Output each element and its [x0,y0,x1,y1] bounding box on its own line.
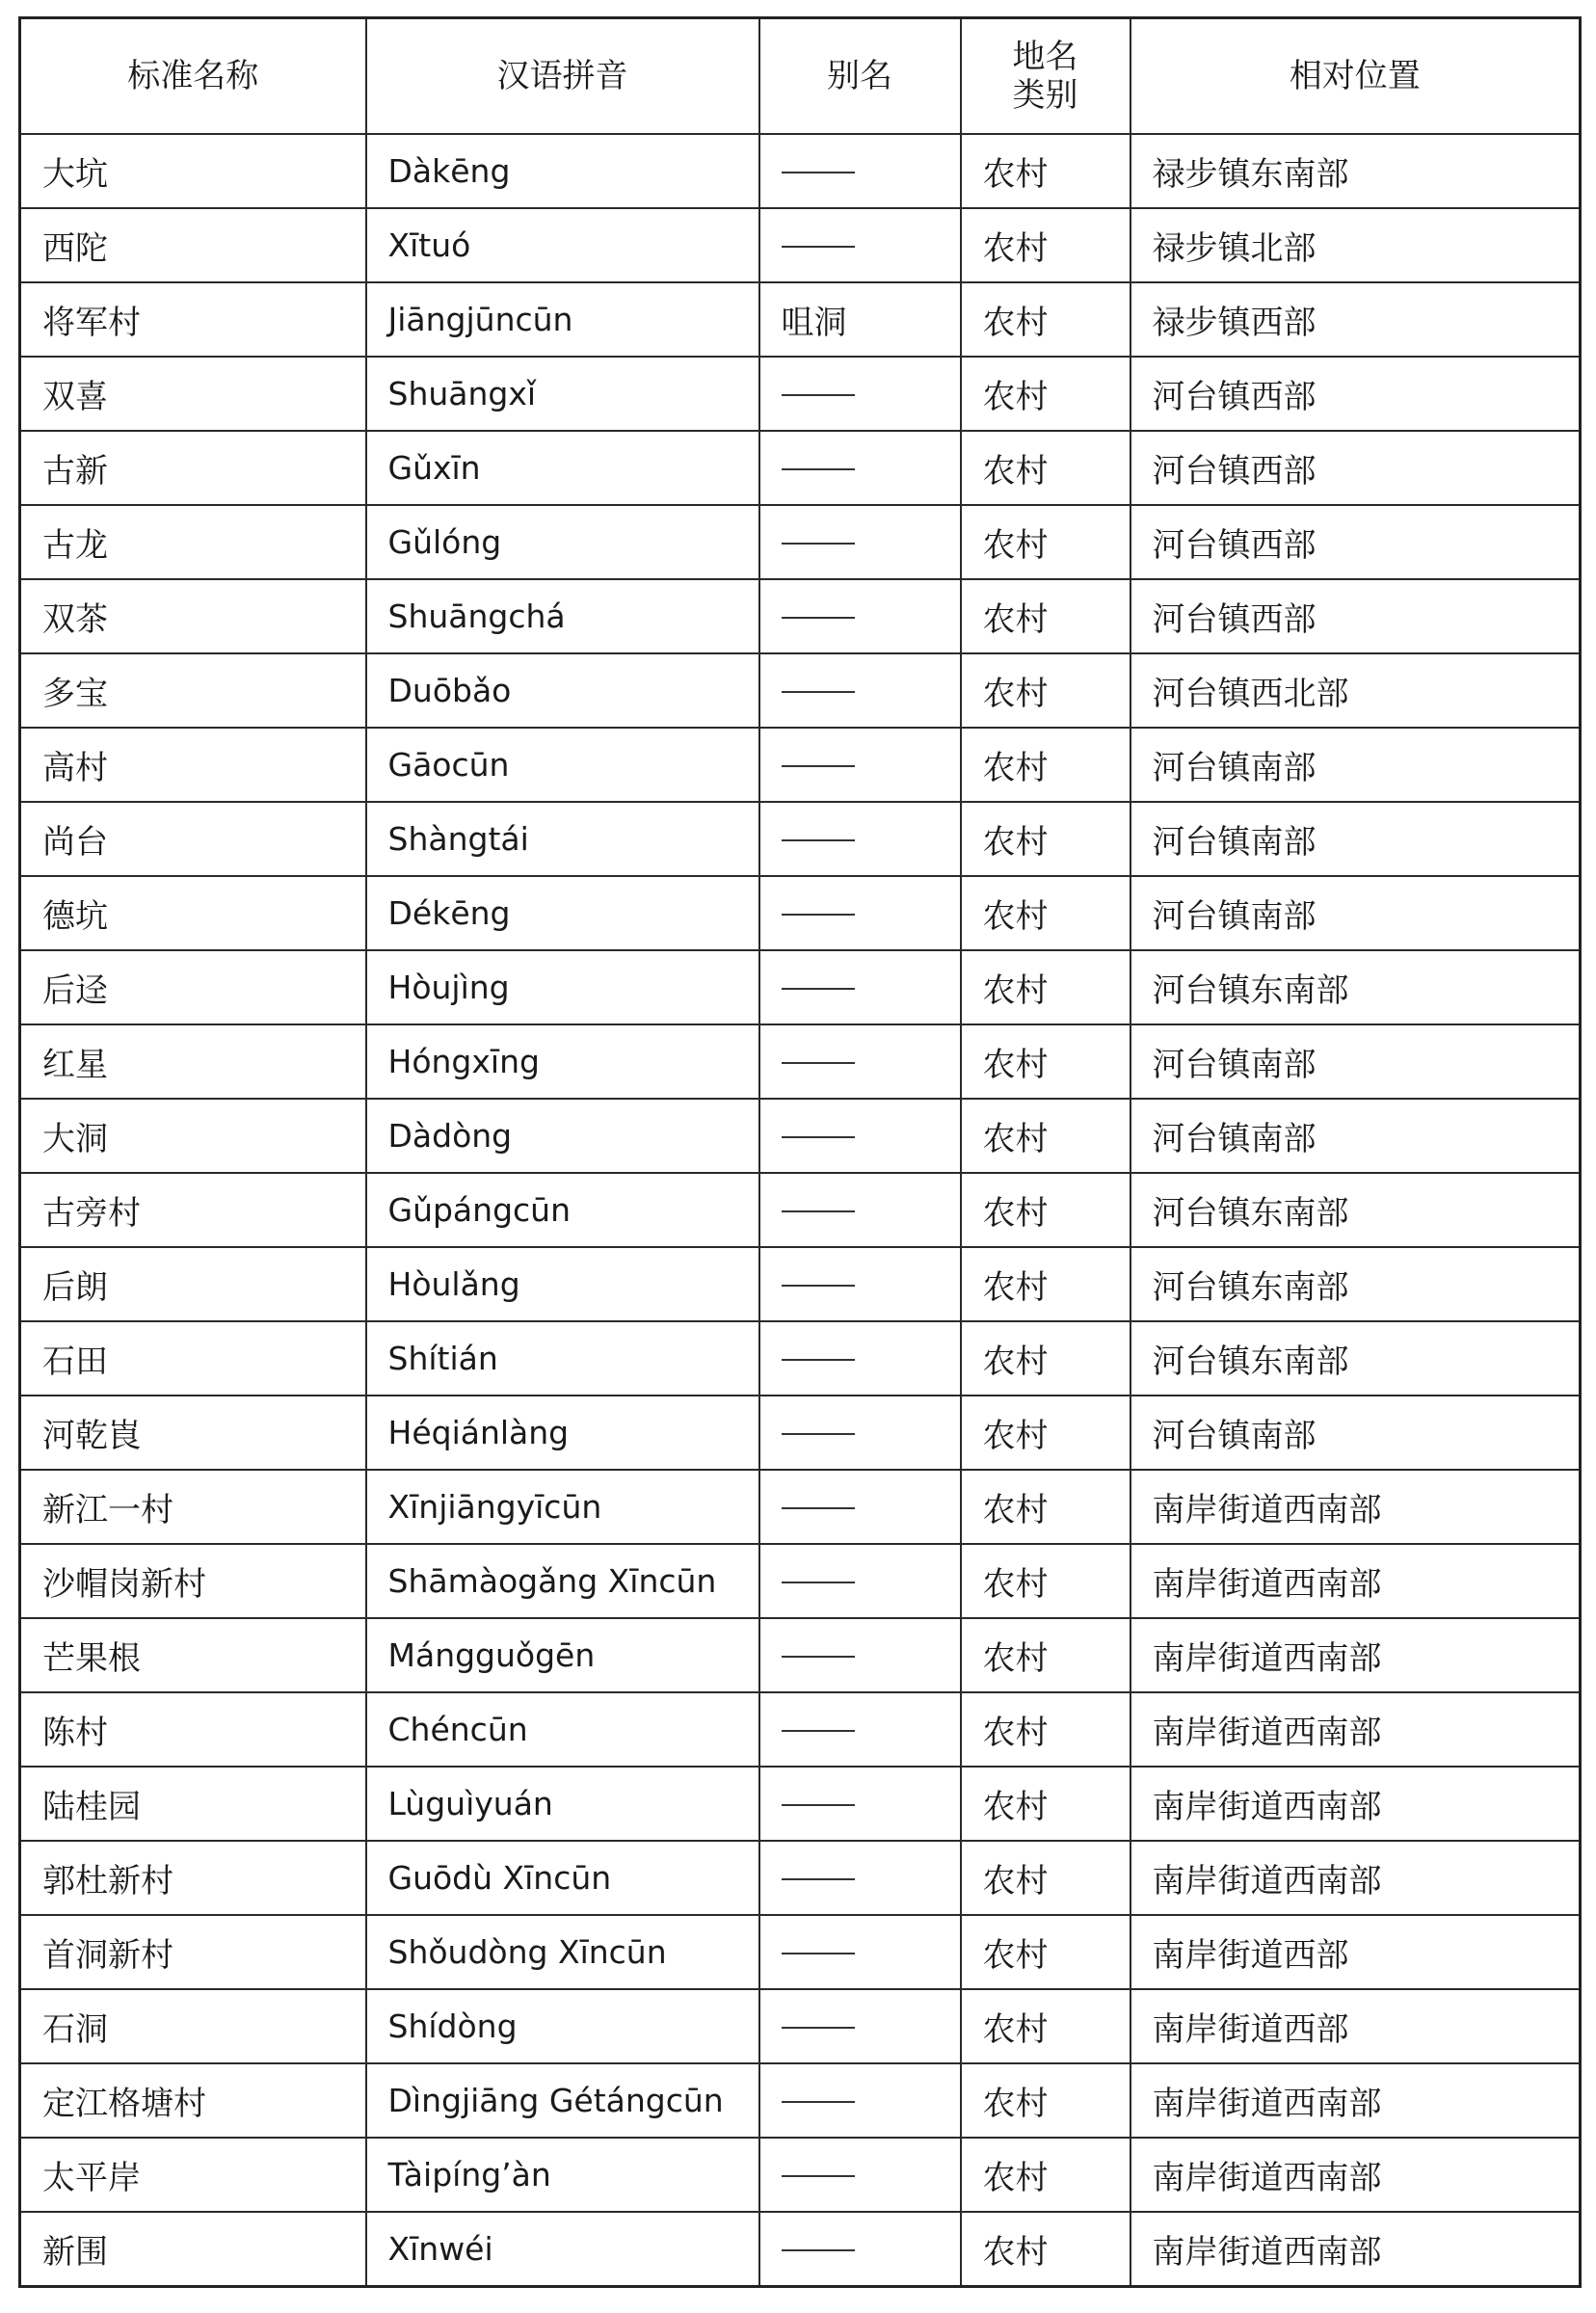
table-row [20,876,1581,950]
cell-pinyin: Xīnjiāngyīcūn [366,1470,759,1544]
alias-none-dash [782,543,855,545]
cell-place-type: 农村 [961,728,1130,802]
alias-none-dash [782,1062,855,1064]
cell-standard-name: 双喜 [20,357,366,431]
cell-pinyin: Xīnwéi [366,2212,759,2287]
cell-standard-name: 古龙 [20,505,366,579]
cell-place-type: 农村 [961,282,1130,357]
alias-none-dash [782,1210,855,1212]
table-row [20,1024,1581,1099]
cell-pinyin: Gǔxīn [366,431,759,505]
alias-none-dash [782,2101,855,2103]
cell-relative-position: 禄步镇东南部 [1130,134,1581,208]
cell-pinyin: Shàngtái [366,802,759,876]
cell-standard-name: 将军村 [20,282,366,357]
alias-none-dash [782,914,855,916]
cell-pinyin: Shídòng [366,1989,759,2063]
alias-none-dash [782,617,855,619]
cell-standard-name: 首洞新村 [20,1915,366,1989]
alias-none-dash [782,2249,855,2251]
cell-pinyin: Hòujìng [366,950,759,1024]
alias-none-dash [782,1582,855,1583]
cell-place-type: 农村 [961,2138,1130,2212]
table-row [20,134,1581,208]
cell-place-type: 农村 [961,1618,1130,1692]
table-body [20,134,1581,2287]
cell-alias [759,950,961,1024]
alias-none-dash [782,1507,855,1509]
cell-standard-name: 双茶 [20,579,366,653]
header-standard-name: 标准名称 [20,18,366,135]
cell-pinyin: Jiāngjūncūn [366,282,759,357]
cell-place-type: 农村 [961,1173,1130,1247]
cell-alias [759,1247,961,1321]
cell-place-type: 农村 [961,1470,1130,1544]
table-row [20,653,1581,728]
table-row [20,2138,1581,2212]
cell-standard-name: 大坑 [20,134,366,208]
cell-alias [759,1396,961,1470]
header-alias: 别名 [759,18,961,135]
cell-alias [759,1767,961,1841]
cell-standard-name: 定江格塘村 [20,2063,366,2138]
alias-none-dash [782,1136,855,1138]
cell-place-type: 农村 [961,505,1130,579]
alias-none-dash [782,172,855,173]
cell-standard-name: 德坑 [20,876,366,950]
cell-place-type: 农村 [961,876,1130,950]
cell-relative-position: 禄步镇北部 [1130,208,1581,282]
table-row [20,2063,1581,2138]
cell-standard-name: 新江一村 [20,1470,366,1544]
cell-place-type: 农村 [961,1321,1130,1396]
cell-place-type: 农村 [961,1989,1130,2063]
header-place-type [961,18,1130,135]
cell-pinyin: Lùguìyuán [366,1767,759,1841]
cell-alias [759,357,961,431]
cell-alias [759,431,961,505]
cell-pinyin: Shuāngxǐ [366,357,759,431]
alias-none-dash [782,1656,855,1658]
table-row [20,357,1581,431]
cell-place-type: 农村 [961,1247,1130,1321]
alias-none-dash [782,1433,855,1435]
table-row [20,1173,1581,1247]
cell-relative-position: 河台镇东南部 [1130,1247,1581,1321]
table-row [20,1099,1581,1173]
table-row [20,1692,1581,1767]
table-row [20,1915,1581,1989]
cell-relative-position: 南岸街道西南部 [1130,2138,1581,2212]
cell-place-type: 农村 [961,802,1130,876]
cell-pinyin: Dékēng [366,876,759,950]
alias-none-dash [782,839,855,841]
cell-alias [759,2138,961,2212]
cell-pinyin: Gāocūn [366,728,759,802]
table-row [20,1841,1581,1915]
cell-standard-name: 石洞 [20,1989,366,2063]
cell-alias [759,1989,961,2063]
cell-relative-position: 河台镇南部 [1130,802,1581,876]
alias-none-dash [782,765,855,767]
cell-standard-name: 陈村 [20,1692,366,1767]
cell-alias [759,134,961,208]
cell-alias [759,1321,961,1396]
alias-none-dash [782,394,855,396]
cell-relative-position: 南岸街道西南部 [1130,2212,1581,2287]
cell-standard-name: 沙帽岗新村 [20,1544,366,1618]
cell-relative-position: 河台镇西部 [1130,431,1581,505]
cell-relative-position: 河台镇东南部 [1130,950,1581,1024]
cell-pinyin: Héqiánlàng [366,1396,759,1470]
cell-place-type: 农村 [961,431,1130,505]
cell-place-type: 农村 [961,2212,1130,2287]
cell-relative-position: 南岸街道西部 [1130,1989,1581,2063]
table-header-row [20,18,1581,135]
cell-alias [759,653,961,728]
cell-place-type: 农村 [961,950,1130,1024]
cell-pinyin: Duōbǎo [366,653,759,728]
cell-standard-name: 郭杜新村 [20,1841,366,1915]
cell-relative-position: 河台镇西部 [1130,505,1581,579]
cell-place-type: 农村 [961,1099,1130,1173]
cell-standard-name: 红星 [20,1024,366,1099]
alias-none-dash [782,1804,855,1806]
cell-standard-name: 后迳 [20,950,366,1024]
cell-alias: 咀洞 [759,282,961,357]
cell-place-type: 农村 [961,1692,1130,1767]
cell-relative-position: 南岸街道西南部 [1130,1692,1581,1767]
cell-pinyin: Hòulǎng [366,1247,759,1321]
table-row [20,2212,1581,2287]
cell-pinyin: Shǒudòng Xīncūn [366,1915,759,1989]
table-row [20,208,1581,282]
cell-relative-position: 河台镇南部 [1130,1099,1581,1173]
cell-place-type: 农村 [961,1396,1130,1470]
cell-alias [759,1470,961,1544]
header-pinyin: 汉语拼音 [366,18,759,135]
cell-relative-position: 南岸街道西南部 [1130,1470,1581,1544]
cell-alias [759,2212,961,2287]
cell-relative-position: 河台镇南部 [1130,876,1581,950]
cell-alias [759,1841,961,1915]
cell-place-type: 农村 [961,1767,1130,1841]
alias-none-dash [782,1878,855,1880]
cell-alias [759,1692,961,1767]
cell-standard-name: 多宝 [20,653,366,728]
cell-relative-position: 河台镇南部 [1130,728,1581,802]
table-row [20,1767,1581,1841]
cell-alias [759,1099,961,1173]
cell-alias [759,728,961,802]
alias-none-dash [782,691,855,693]
table-row [20,950,1581,1024]
cell-relative-position: 河台镇西部 [1130,357,1581,431]
table-row [20,282,1581,357]
table-row [20,1618,1581,1692]
cell-standard-name: 西陀 [20,208,366,282]
cell-standard-name: 大洞 [20,1099,366,1173]
cell-alias [759,1173,961,1247]
cell-relative-position: 河台镇南部 [1130,1024,1581,1099]
alias-none-dash [782,1953,855,1954]
cell-pinyin: Shítián [366,1321,759,1396]
cell-relative-position: 南岸街道西南部 [1130,1841,1581,1915]
cell-pinyin: Hóngxīng [366,1024,759,1099]
cell-relative-position: 河台镇东南部 [1130,1321,1581,1396]
cell-place-type: 农村 [961,579,1130,653]
cell-pinyin: Shāmàogǎng Xīncūn [366,1544,759,1618]
cell-pinyin: Dàdòng [366,1099,759,1173]
cell-pinyin: Guōdù Xīncūn [366,1841,759,1915]
alias-none-dash [782,246,855,248]
table-row [20,802,1581,876]
table-row [20,1544,1581,1618]
cell-relative-position: 河台镇西北部 [1130,653,1581,728]
cell-alias [759,2063,961,2138]
cell-pinyin: Mángguǒgēn [366,1618,759,1692]
cell-alias [759,1915,961,1989]
cell-relative-position: 南岸街道西部 [1130,1915,1581,1989]
cell-alias [759,1618,961,1692]
cell-standard-name: 河乾崀 [20,1396,366,1470]
header-place-type-label: 地名类别 [1012,38,1078,115]
header-relative-position: 相对位置 [1130,18,1581,135]
cell-place-type: 农村 [961,1915,1130,1989]
table-row [20,505,1581,579]
cell-relative-position: 南岸街道西南部 [1130,2063,1581,2138]
cell-relative-position: 河台镇南部 [1130,1396,1581,1470]
cell-standard-name: 古新 [20,431,366,505]
table-row [20,1247,1581,1321]
cell-relative-position: 南岸街道西南部 [1130,1618,1581,1692]
cell-pinyin: Xītuó [366,208,759,282]
place-name-table [18,16,1582,2288]
cell-pinyin: Gǔpángcūn [366,1173,759,1247]
table-row [20,431,1581,505]
cell-pinyin: Dàkēng [366,134,759,208]
cell-place-type: 农村 [961,653,1130,728]
alias-none-dash [782,988,855,990]
cell-pinyin: Shuāngchá [366,579,759,653]
cell-place-type: 农村 [961,208,1130,282]
table-row [20,728,1581,802]
cell-place-type: 农村 [961,1841,1130,1915]
alias-none-dash [782,2027,855,2029]
cell-place-type: 农村 [961,2063,1130,2138]
alias-none-dash [782,468,855,470]
cell-alias [759,876,961,950]
cell-alias [759,802,961,876]
table-row [20,1470,1581,1544]
cell-alias [759,505,961,579]
cell-alias [759,1544,961,1618]
cell-standard-name: 芒果根 [20,1618,366,1692]
table-row [20,1321,1581,1396]
cell-place-type: 农村 [961,1544,1130,1618]
cell-pinyin: Tàipíng’àn [366,2138,759,2212]
cell-alias [759,1024,961,1099]
cell-standard-name: 古旁村 [20,1173,366,1247]
table-row [20,1989,1581,2063]
alias-none-dash [782,1359,855,1361]
cell-place-type: 农村 [961,134,1130,208]
cell-standard-name: 新围 [20,2212,366,2287]
cell-standard-name: 后朗 [20,1247,366,1321]
cell-place-type: 农村 [961,357,1130,431]
table-row [20,579,1581,653]
cell-standard-name: 陆桂园 [20,1767,366,1841]
cell-alias [759,208,961,282]
cell-relative-position: 南岸街道西南部 [1130,1544,1581,1618]
cell-standard-name: 石田 [20,1321,366,1396]
cell-pinyin: Chéncūn [366,1692,759,1767]
cell-pinyin: Gǔlóng [366,505,759,579]
cell-alias [759,579,961,653]
alias-none-dash [782,2175,855,2177]
cell-relative-position: 河台镇东南部 [1130,1173,1581,1247]
alias-none-dash [782,1285,855,1287]
cell-standard-name: 太平岸 [20,2138,366,2212]
cell-standard-name: 尚台 [20,802,366,876]
cell-relative-position: 南岸街道西南部 [1130,1767,1581,1841]
cell-relative-position: 河台镇西部 [1130,579,1581,653]
table-row [20,1396,1581,1470]
alias-none-dash [782,1730,855,1732]
cell-place-type: 农村 [961,1024,1130,1099]
cell-standard-name: 高村 [20,728,366,802]
cell-relative-position: 禄步镇西部 [1130,282,1581,357]
cell-pinyin: Dìngjiāng Gétángcūn [366,2063,759,2138]
